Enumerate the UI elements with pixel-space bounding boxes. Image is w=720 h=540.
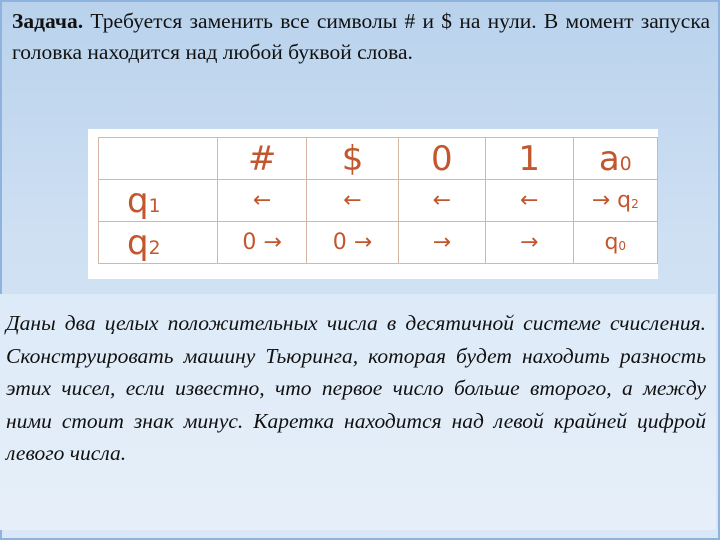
- second-task-panel: [0, 294, 716, 530]
- state-cell: [99, 180, 218, 222]
- table-cell: ←: [398, 180, 485, 222]
- header-cell: [573, 138, 657, 180]
- cell-text: → q: [591, 188, 632, 213]
- table-cell: 0 →: [218, 222, 307, 264]
- state-cell: [99, 222, 218, 264]
- cell-sub: 0: [618, 238, 627, 253]
- cell-text: q: [604, 230, 619, 255]
- table-cell: ←: [218, 180, 307, 222]
- task-label: Задача.: [12, 9, 84, 33]
- header-cell: 1: [485, 138, 573, 180]
- turing-table-panel: [88, 129, 658, 279]
- table-cell: [573, 222, 657, 264]
- table-corner-cell: [99, 138, 218, 180]
- table-cell: ←: [485, 180, 573, 222]
- header-letter-sub: 0: [619, 154, 632, 176]
- task-text: Требуется заменить все символы # и $ на нули. В момент запуска головка находится над любой буквой слова.: [12, 9, 710, 64]
- state-sub: 1: [148, 196, 161, 218]
- task-statement: [12, 6, 710, 68]
- cell-sub: 2: [631, 196, 639, 211]
- table-header-row: [99, 138, 658, 180]
- turing-transition-table: [98, 137, 658, 264]
- table-cell: [573, 180, 657, 222]
- table-row: [99, 222, 658, 264]
- header-letter: a: [598, 138, 620, 179]
- state-letter: q: [127, 180, 149, 221]
- table-cell: ←: [307, 180, 399, 222]
- header-cell: #: [218, 138, 307, 180]
- state-sub: 2: [148, 238, 161, 260]
- table-row: [99, 180, 658, 222]
- second-task-text: Даны два целых положительных числа в десятичной системе счисления. Сконструировать машину Тьюринга, которая будет находить разность этих чисел, если известно, что первое число больше второго, а между ними стоит знак минус. Каретка находится над левой крайней цифрой левого числа.: [6, 311, 706, 466]
- table-cell: →: [398, 222, 485, 264]
- header-cell: $: [307, 138, 399, 180]
- state-letter: q: [127, 222, 149, 263]
- header-cell: 0: [398, 138, 485, 180]
- table-cell: 0 →: [307, 222, 399, 264]
- table-cell: →: [485, 222, 573, 264]
